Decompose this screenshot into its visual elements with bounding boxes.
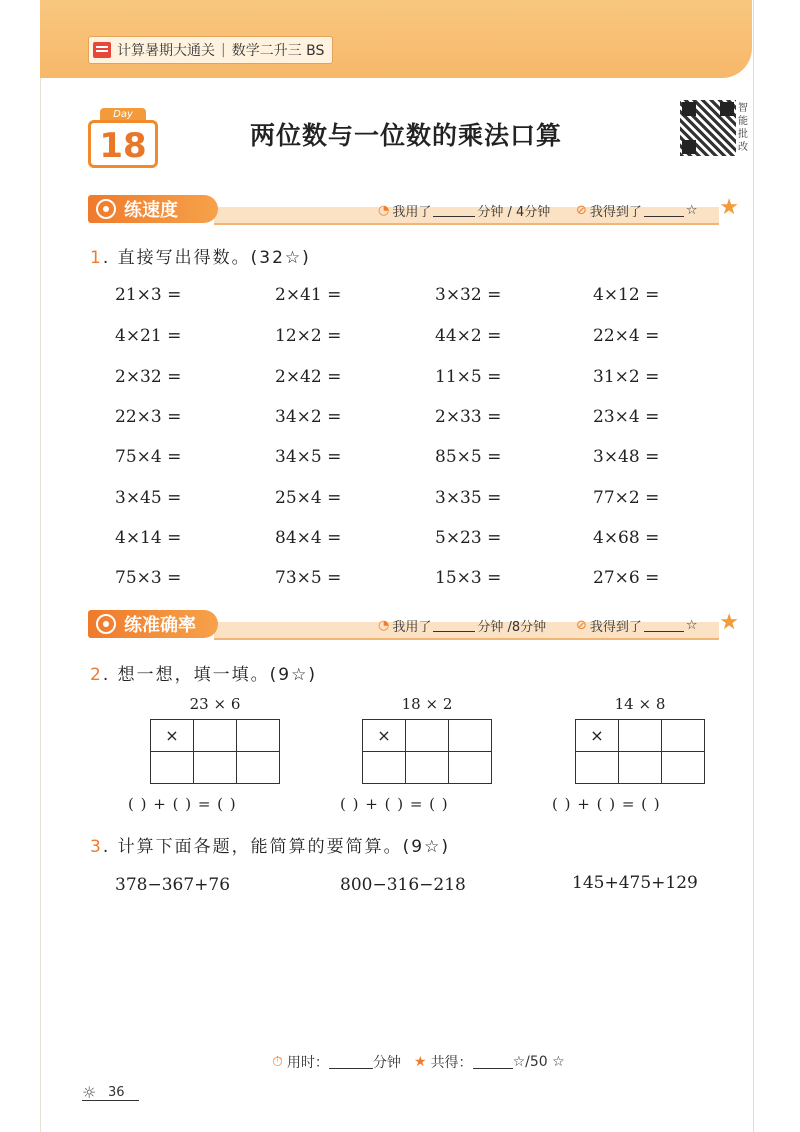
question-2-title [90, 660, 317, 685]
check-circle-icon: ⊘ [576, 618, 587, 633]
equation[interactable]: 2×41 = [275, 285, 342, 305]
equation[interactable]: 34×5 = [275, 447, 342, 467]
time-used-blank[interactable] [433, 619, 475, 632]
vertical-calc-table [575, 719, 705, 784]
question-1-title [90, 243, 311, 268]
equation[interactable]: 5×23 = [435, 528, 502, 548]
equation[interactable]: 44×2 = [435, 326, 502, 346]
equation[interactable]: 25×4 = [275, 488, 342, 508]
equation[interactable]: 12×2 = [275, 326, 342, 346]
time-used-suffix: 分钟 / 4分钟 [477, 205, 551, 220]
section-speed-bar [88, 195, 743, 225]
equation[interactable]: 31×2 = [593, 367, 660, 387]
vertical-calc-table [362, 719, 492, 784]
footer-total-blank[interactable] [473, 1056, 513, 1069]
page-sheet [40, 0, 754, 1132]
multiplication-expression: 14 × 8 [614, 695, 666, 713]
question-number: 1 [90, 248, 103, 268]
equation[interactable]: 21×3 = [115, 285, 182, 305]
check-circle-icon: ⊘ [576, 203, 587, 218]
equation[interactable]: 77×2 = [593, 488, 660, 508]
question-text: . 计算下面各题，能简算的要简算。(9☆) [102, 837, 450, 857]
equation[interactable]: 75×4 = [115, 447, 182, 467]
score-prefix: 我得到了 [589, 205, 642, 220]
grid-cell[interactable] [194, 720, 237, 752]
times-mark: × [363, 720, 406, 752]
clock-icon: ◔ [378, 618, 390, 633]
section-accuracy-bar [88, 610, 743, 640]
page-number [82, 1085, 139, 1101]
time-used-suffix: 分钟 /8分钟 [477, 620, 547, 635]
equation[interactable]: 3×35 = [435, 488, 502, 508]
question-text: . 想一想，填一填。(9☆) [102, 665, 317, 685]
equation[interactable]: 2×32 = [115, 367, 182, 387]
multiplication-expression: 23 × 6 [189, 695, 241, 713]
fill-block [150, 695, 280, 784]
equation[interactable]: 73×5 = [275, 568, 342, 588]
grid-cell[interactable] [662, 752, 705, 784]
equation[interactable]: 75×3 = [115, 568, 182, 588]
clock-icon: ⏱ [272, 1054, 283, 1070]
score-blank[interactable] [644, 619, 684, 632]
day-badge [88, 108, 160, 168]
equation[interactable]: 3×32 = [435, 285, 502, 305]
fill-block [362, 695, 492, 784]
equation[interactable]: 23×4 = [593, 407, 660, 427]
equation[interactable]: 84×4 = [275, 528, 342, 548]
page-number-text: 36 [108, 1085, 125, 1100]
times-mark: × [151, 720, 194, 752]
book-icon [93, 42, 111, 58]
stopwatch-icon [96, 199, 116, 219]
equation[interactable]: 4×21 = [115, 326, 182, 346]
equation[interactable]: 22×3 = [115, 407, 182, 427]
star-icon: ★ [414, 1054, 427, 1070]
equation[interactable]: 3×48 = [593, 447, 660, 467]
time-used-prefix: 我用了 [392, 205, 432, 220]
equation[interactable]: 34×2 = [275, 407, 342, 427]
grid-cell[interactable] [194, 752, 237, 784]
equation[interactable]: 2×42 = [275, 367, 342, 387]
day-label: Day [100, 108, 146, 122]
footer-total-label: 共得： [430, 1055, 473, 1071]
section-speed-title [88, 195, 218, 223]
header-separator: | [221, 42, 226, 58]
times-mark: × [576, 720, 619, 752]
score-blank[interactable] [644, 204, 684, 217]
subject-label: 数学二升三 BS [231, 43, 325, 59]
clock-icon: ◔ [378, 203, 390, 218]
equation[interactable]: 4×68 = [593, 528, 660, 548]
equation[interactable]: 4×12 = [593, 285, 660, 305]
score-earned [576, 616, 698, 635]
grid-cell[interactable] [619, 752, 662, 784]
sun-icon: ☼ [82, 1083, 97, 1102]
grid-cell[interactable] [449, 720, 492, 752]
equation[interactable]: 27×6 = [593, 568, 660, 588]
paren-answer-row[interactable]: ( ) + ( ) = ( ) [128, 795, 237, 813]
equation[interactable]: 4×14 = [115, 528, 182, 548]
calc-expression[interactable]: 145+475+129 [572, 873, 698, 893]
grid-cell[interactable] [237, 720, 280, 752]
equation[interactable]: 85×5 = [435, 447, 502, 467]
question-number: 3 [90, 837, 103, 857]
section-title-text: 练准确率 [124, 615, 196, 636]
vertical-calc-table [150, 719, 280, 784]
grid-cell[interactable] [449, 752, 492, 784]
equation[interactable]: 22×4 = [593, 326, 660, 346]
equation[interactable]: 2×33 = [435, 407, 502, 427]
score-prefix: 我得到了 [589, 620, 642, 635]
calc-expression[interactable]: 378−367+76 [115, 875, 231, 895]
footer-time-unit: 分钟 [372, 1055, 401, 1071]
question-text: . 直接写出得数。(32☆) [102, 248, 311, 268]
grid-cell[interactable] [662, 720, 705, 752]
footer-time-label: 用时： [286, 1055, 329, 1071]
grid-cell[interactable] [619, 720, 662, 752]
book-title: 计算暑期大通关 [117, 43, 215, 59]
star-icon: ★ [719, 610, 739, 635]
qr-code-icon[interactable] [680, 100, 736, 156]
grid-cell[interactable] [363, 752, 406, 784]
time-used [378, 201, 550, 220]
day-number: 18 [88, 120, 158, 168]
question-3-title [90, 832, 450, 857]
paren-answer-row[interactable]: ( ) + ( ) = ( ) [552, 795, 661, 813]
fill-block [575, 695, 705, 784]
question-number: 2 [90, 665, 103, 685]
grid-cell[interactable] [406, 720, 449, 752]
footer-time-blank[interactable] [329, 1056, 373, 1069]
time-used [378, 616, 546, 635]
book-header [88, 36, 333, 64]
paren-answer-row[interactable]: ( ) + ( ) = ( ) [340, 795, 449, 813]
score-earned [576, 201, 698, 220]
equation[interactable]: 11×5 = [435, 367, 502, 387]
grid-cell[interactable] [151, 752, 194, 784]
equation[interactable]: 15×3 = [435, 568, 502, 588]
time-used-prefix: 我用了 [392, 620, 432, 635]
page-title: 两位数与一位数的乘法口算 [250, 121, 563, 150]
score-suffix: ☆ [685, 203, 698, 218]
section-title-text: 练速度 [124, 200, 178, 221]
grid-cell[interactable] [576, 752, 619, 784]
footer-total-suffix: ☆/50 ☆ [512, 1054, 565, 1070]
star-icon: ★ [719, 195, 739, 220]
calc-expression[interactable]: 800−316−218 [340, 875, 466, 895]
time-used-blank[interactable] [433, 204, 475, 217]
footer-time [272, 1052, 401, 1072]
score-suffix: ☆ [685, 618, 698, 633]
equation[interactable]: 3×45 = [115, 488, 182, 508]
section-accuracy-title [88, 610, 218, 638]
qr-label: 智能批改 [738, 103, 748, 153]
multiplication-expression: 18 × 2 [401, 695, 453, 713]
grid-cell[interactable] [406, 752, 449, 784]
footer-total [414, 1052, 565, 1072]
grid-cell[interactable] [237, 752, 280, 784]
target-icon [96, 614, 116, 634]
